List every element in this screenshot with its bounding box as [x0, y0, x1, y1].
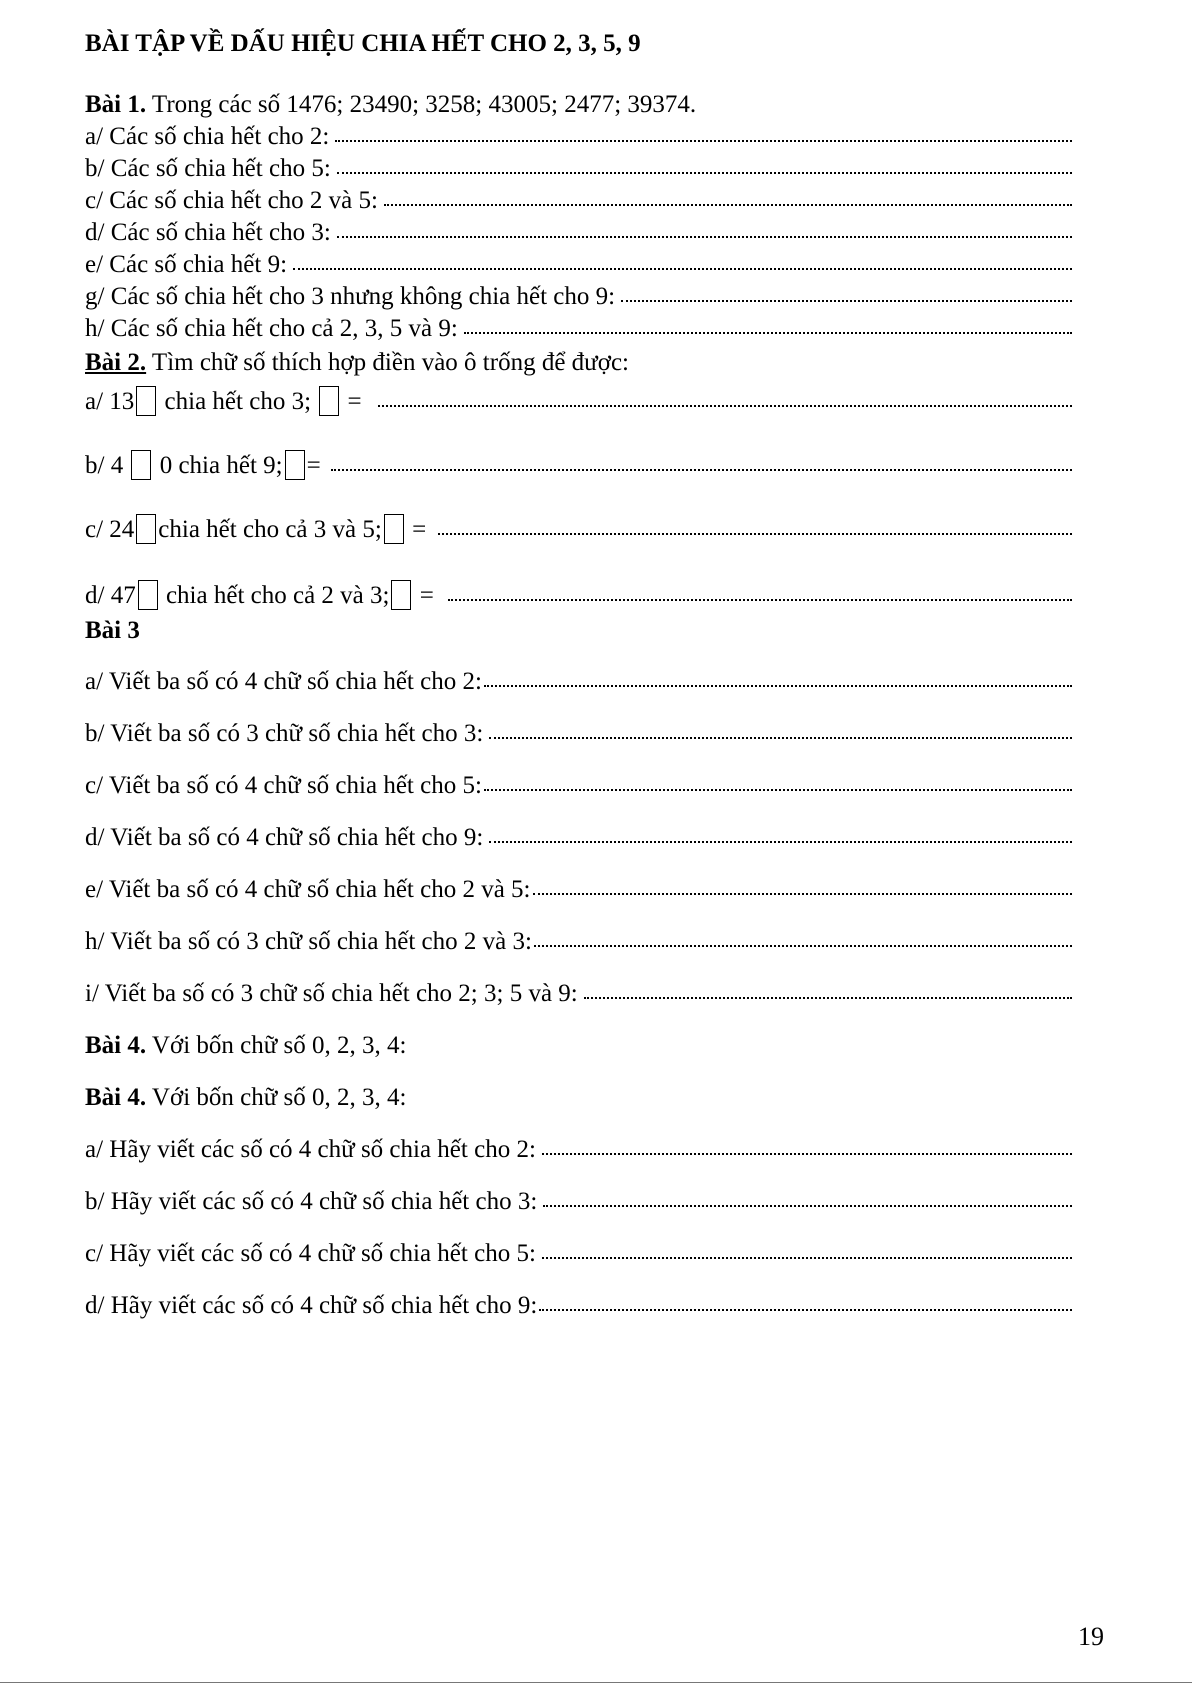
answer-blank[interactable]	[337, 172, 1072, 174]
answer-blank[interactable]	[438, 533, 1072, 535]
bai4-heading: Bài 4.	[85, 1084, 147, 1111]
digit-box[interactable]	[384, 514, 404, 544]
bai1-item: d/ Các số chia hết cho 3:	[85, 220, 1072, 245]
bai1-intro: Bài 1. Trong các số 1476; 23490; 3258; 43005; 2477; 39374.	[85, 91, 697, 118]
answer-blank[interactable]	[542, 1153, 1072, 1155]
answer-blank[interactable]	[484, 789, 1072, 791]
answer-blank[interactable]	[384, 204, 1072, 206]
bai2-heading: Bài 2.	[85, 349, 147, 376]
answer-blank[interactable]	[448, 599, 1072, 601]
bai1-item: c/ Các số chia hết cho 2 và 5:	[85, 188, 1072, 213]
answer-blank[interactable]	[484, 685, 1072, 687]
footer-divider	[0, 1682, 1192, 1683]
bai4-intro: Bài 4. Với bốn chữ số 0, 2, 3, 4:	[85, 1084, 407, 1111]
bai1-item: a/ Các số chia hết cho 2:	[85, 124, 1072, 149]
digit-box[interactable]	[136, 386, 156, 416]
bai3-item: e/ Viết ba số có 4 chữ số chia hết cho 2 và 5:	[85, 877, 1072, 902]
digit-box[interactable]	[138, 580, 158, 610]
bai4-intro: Bài 4. Với bốn chữ số 0, 2, 3, 4:	[85, 1032, 407, 1059]
bai3-item: d/ Viết ba số có 4 chữ số chia hết cho 9:	[85, 825, 1072, 850]
answer-blank[interactable]	[331, 469, 1072, 471]
bai3-item: a/ Viết ba số có 4 chữ số chia hết cho 2:	[85, 669, 1072, 694]
bai1-item: h/ Các số chia hết cho cả 2, 3, 5 và 9:	[85, 316, 1072, 341]
answer-blank[interactable]	[621, 300, 1072, 302]
answer-blank[interactable]	[543, 1205, 1072, 1207]
answer-blank[interactable]	[335, 140, 1072, 142]
bai2-item-d: d/ 47 chia hết cho cả 2 và 3; =	[85, 580, 1072, 610]
answer-blank[interactable]	[539, 1309, 1072, 1311]
answer-blank[interactable]	[489, 737, 1072, 739]
answer-blank[interactable]	[534, 945, 1072, 947]
answer-blank[interactable]	[378, 405, 1072, 407]
bai2-item-a: a/ 13 chia hết cho 3; =	[85, 386, 1072, 416]
bai2-item-b: b/ 4 0 chia hết 9; =	[85, 450, 1072, 480]
answer-blank[interactable]	[542, 1257, 1072, 1259]
answer-blank[interactable]	[337, 236, 1072, 238]
bai3-item: h/ Viết ba số có 3 chữ số chia hết cho 2 và 3:	[85, 929, 1072, 954]
bai4-item: c/ Hãy viết các số có 4 chữ số chia hết cho 5:	[85, 1241, 1072, 1266]
bai1-item: b/ Các số chia hết cho 5:	[85, 156, 1072, 181]
bai3-item: b/ Viết ba số có 3 chữ số chia hết cho 3:	[85, 721, 1072, 746]
bai1-item: g/ Các số chia hết cho 3 nhưng không chia hết cho 9:	[85, 284, 1072, 309]
bai2-intro: Bài 2. Tìm chữ số thích hợp điền vào ô trống để được:	[85, 349, 629, 376]
answer-blank[interactable]	[533, 893, 1073, 895]
bai4-item: d/ Hãy viết các số có 4 chữ số chia hết cho 9:	[85, 1293, 1072, 1318]
digit-box[interactable]	[319, 386, 339, 416]
digit-box[interactable]	[391, 580, 411, 610]
answer-blank[interactable]	[293, 268, 1072, 270]
answer-blank[interactable]	[464, 332, 1072, 334]
bai4-item: b/ Hãy viết các số có 4 chữ số chia hết cho 3:	[85, 1189, 1072, 1214]
bai3-heading: Bài 3	[85, 617, 140, 644]
digit-box[interactable]	[136, 514, 156, 544]
digit-box[interactable]	[285, 450, 305, 480]
digit-box[interactable]	[131, 450, 151, 480]
bai4-heading: Bài 4.	[85, 1032, 147, 1059]
page-number: 19	[1078, 1622, 1104, 1651]
bai1-item: e/ Các số chia hết 9:	[85, 252, 1072, 277]
bai3-item: i/ Viết ba số có 3 chữ số chia hết cho 2; 3; 5 và 9:	[85, 981, 1072, 1006]
bai1-heading: Bài 1.	[85, 91, 147, 118]
answer-blank[interactable]	[489, 841, 1072, 843]
page-title: BÀI TẬP VỀ DẤU HIỆU CHIA HẾT CHO 2, 3, 5, 9	[85, 30, 641, 57]
bai4-item: a/ Hãy viết các số có 4 chữ số chia hết cho 2:	[85, 1137, 1072, 1162]
answer-blank[interactable]	[584, 997, 1072, 999]
bai3-item: c/ Viết ba số có 4 chữ số chia hết cho 5:	[85, 773, 1072, 798]
bai2-item-c: c/ 24 chia hết cho cả 3 và 5; =	[85, 514, 1072, 544]
